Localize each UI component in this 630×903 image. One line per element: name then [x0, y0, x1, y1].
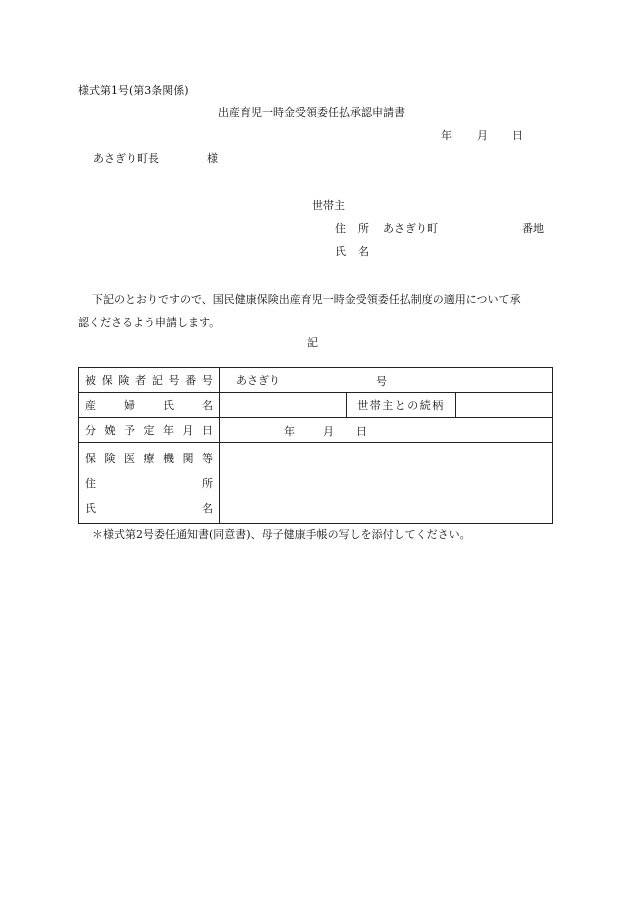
applicant-heading: 世帯主	[312, 199, 345, 212]
name-label-1: 氏	[335, 245, 346, 258]
body-line-1: 下記のとおりですので、国民健康保険出産育児一時金受領委任払制度の適用について承	[92, 293, 521, 306]
date-month: 月	[477, 129, 488, 142]
relationship-label: 世帯主との続柄	[347, 393, 456, 418]
medical-institution-field[interactable]	[220, 443, 553, 524]
addressee-honorific: 様	[207, 152, 218, 165]
ki-label: 記	[307, 336, 318, 349]
due-date-label: 分 娩 予 定 年 月 日	[79, 418, 220, 443]
name-label-2: 名	[358, 245, 369, 258]
medical-institution-label: 保 険 医 療 機 関 等 住 所 氏 名	[79, 443, 220, 524]
body-line-2: 認くださるよう申請します。	[78, 316, 221, 329]
form-title: 出産育児一時金受領委任払承認申請書	[218, 106, 405, 119]
address-label-2: 所	[358, 222, 369, 235]
due-date-field[interactable]: 年 月 日	[220, 418, 553, 443]
address-town: あさぎり町	[383, 222, 438, 235]
table-row	[79, 368, 553, 393]
application-table	[78, 367, 553, 524]
address-suffix: 番地	[522, 222, 544, 235]
table-row	[79, 393, 553, 418]
footnote: ＊様式第2号委任通知書(同意書)、母子健康手帳の写しを添付してください。	[92, 528, 471, 541]
address-label-1: 住	[335, 222, 346, 235]
relationship-field[interactable]	[456, 393, 553, 418]
mother-name-field[interactable]	[220, 393, 347, 418]
mother-name-label: 産 婦 氏 名	[79, 393, 220, 418]
insured-number-field[interactable]: あさぎり 号	[220, 368, 553, 393]
date-year: 年	[441, 129, 452, 142]
form-number: 様式第1号(第3条関係)	[78, 84, 189, 97]
insured-number-label: 被 保 険 者 記 号 番 号	[79, 368, 220, 393]
date-day: 日	[512, 129, 523, 142]
addressee-name: あさぎり町長	[93, 152, 159, 165]
table-row	[79, 418, 553, 443]
table-row	[79, 443, 553, 524]
